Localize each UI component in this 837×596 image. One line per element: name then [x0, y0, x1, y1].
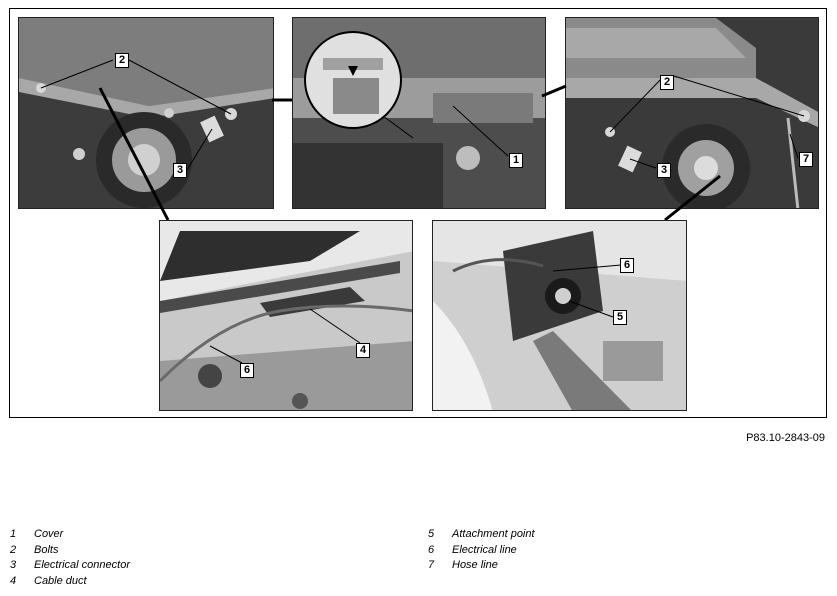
photo-attachment-point — [432, 220, 687, 411]
legend-num: 2 — [10, 543, 17, 556]
legend-label: Cover — [34, 528, 64, 540]
legend-item — [428, 543, 535, 559]
legend-num: 3 — [10, 559, 17, 571]
legend-item — [10, 574, 130, 590]
legend-item — [428, 527, 535, 543]
legend-right — [428, 527, 535, 574]
legend-item — [10, 558, 130, 574]
legend-label: Electrical line — [452, 543, 517, 556]
figure-id: P83.10-2843-09 — [746, 432, 825, 444]
cable-duct-image — [160, 221, 413, 411]
callout-6: 6 — [240, 363, 254, 378]
legend-num: 4 — [10, 574, 17, 587]
legend-item — [428, 558, 535, 574]
callout-1: 1 — [509, 153, 523, 168]
legend-num: 5 — [428, 528, 435, 540]
photo-cable-duct — [159, 220, 413, 411]
legend-label: Hose line — [452, 559, 498, 571]
callout-2: 2 — [115, 53, 129, 68]
legend-num: 7 — [428, 559, 435, 571]
callout-2: 2 — [660, 75, 674, 90]
callout-3: 3 — [173, 163, 187, 178]
attachment-point-image — [433, 221, 687, 411]
legend-label: Bolts — [34, 543, 59, 556]
legend-item — [10, 543, 130, 559]
callout-5: 5 — [613, 310, 627, 325]
callout-6: 6 — [620, 258, 634, 273]
legend-item — [10, 527, 130, 543]
legend-label: Cable duct — [34, 574, 87, 587]
callout-7: 7 — [799, 152, 813, 167]
legend-label: Electrical connector — [34, 559, 130, 571]
legend-left — [10, 527, 130, 589]
callout-4: 4 — [356, 343, 370, 358]
callout-3: 3 — [657, 163, 671, 178]
legend-num: 1 — [10, 528, 17, 540]
legend-label: Attachment point — [452, 528, 535, 540]
legend-num: 6 — [428, 543, 435, 556]
